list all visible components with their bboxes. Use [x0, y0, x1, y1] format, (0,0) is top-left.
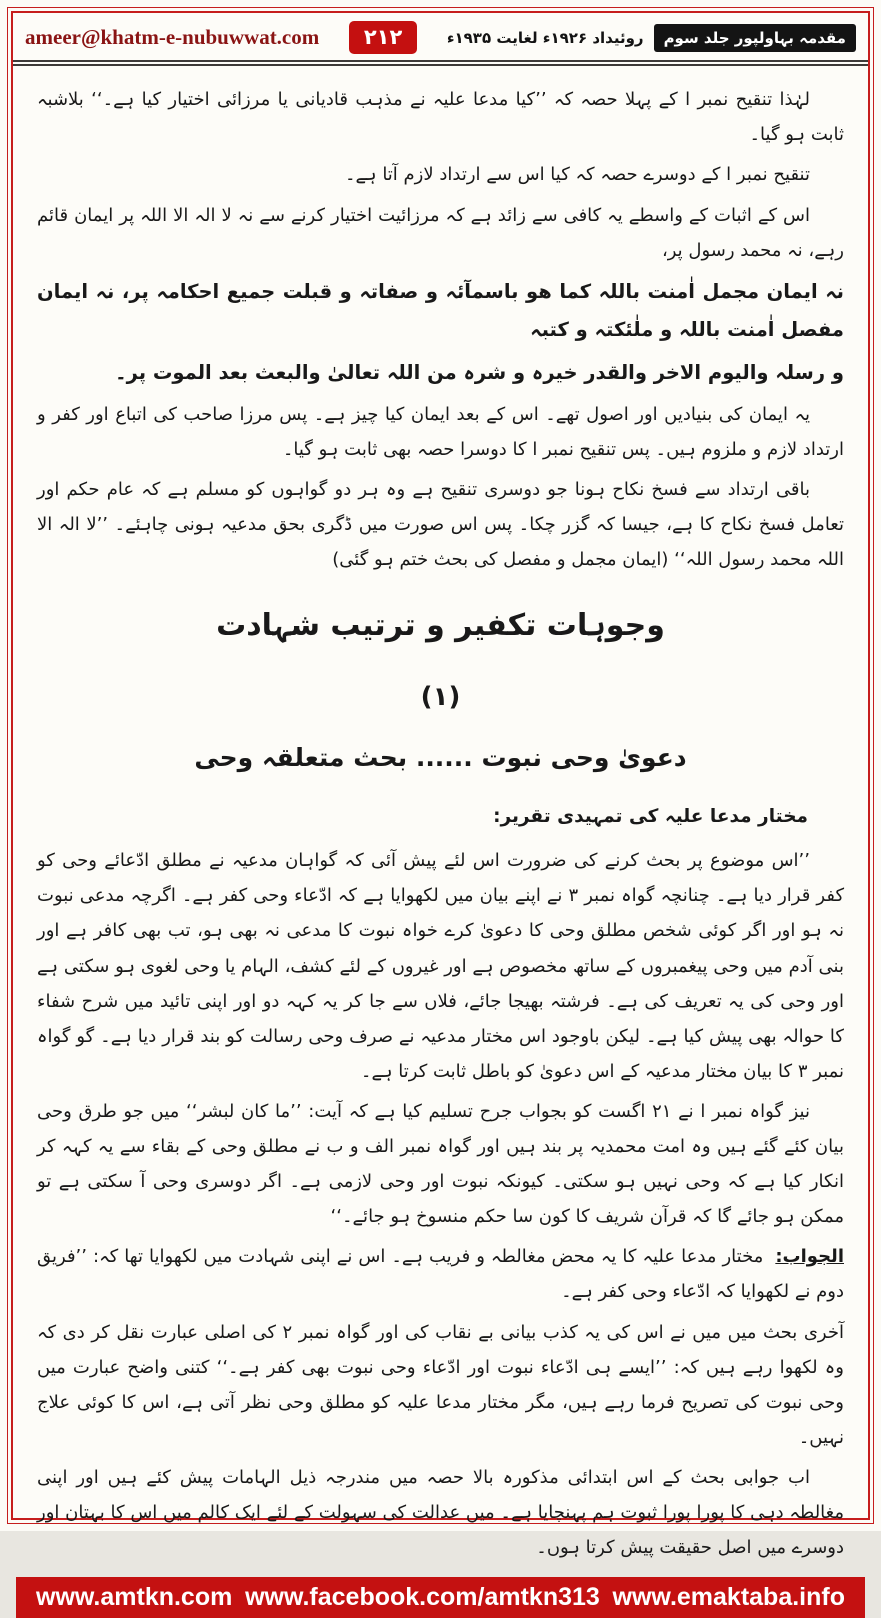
link-facebook[interactable]: www.facebook.com/amtkn313	[245, 1583, 600, 1612]
section-heading: وجوہات تکفیر و ترتیب شہادت	[216, 608, 665, 644]
subsection-heading: دعویٰ وحی نبوت ...... بحث متعلقہ وحی	[194, 743, 687, 773]
paragraph: باقی ارتداد سے فسخ نکاح ہونا جو دوسری تنقیح ہے وہ ہر دو گواہوں کو مسلم ہے کہ عام حکم اور تعامل فسخ نکاح کا ہے، جیسا کہ گزر چکا۔ پس اس صورت میں ڈگری بحق مدعیہ ہونی چاہئے۔ ’’لا الہ الا اللہ محمد رسول اللہ‘‘ (ایمان مجمل و مفصل کی بحث ختم ہو گئی)	[37, 479, 844, 571]
arabic-quotation: نہ ایمان مجمل اٰمنت باللہ کما ھو باسمآئہ و صفاتہ و قبلت جمیع احکامہ پر، نہ ایمان مفصل اٰمنت باللہ و ملٰئکتہ و کتبہ	[37, 279, 844, 341]
paragraph: ’’اس موضوع پر بحث کرنے کی ضرورت اس لئے پیش آئی کہ گواہان مدعیہ نے مطلق ادّعائے وحی کو کفر قرار دیا ہے۔ چنانچہ گواہ نمبر ۳ نے اپنے بیان میں لکھوایا ہے کہ ادّعاء وحی کفر ہے۔ اگرچہ مدعی نبوت نہ ہو اور اگر کوئی شخص مطلق وحی کا دعویٰ کرے خواہ نبوت کا مدعی نہ بھی ہو، تب بھی کافر ہے اور بنی آدم میں وحی پیغمبروں کے ساتھ مخصوص ہے اور غیروں کے لئے کشف، الہام یا وحی لغوی ہو سکتی ہے اور وحی کی یہ تعریف کی ہے۔ فرشتہ بھیجا جائے، فلاں سے جا کر یہ کہہ دو اور اپنی تائید میں شرح شفاء کا حوالہ بھی پیش کیا ہے۔ لیکن باوجود اس مختار مدعیہ نے صرف وحی رسالت کو بند قرار دیا ہے۔ گو گواہ نمبر ۳ کا بیان مختار مدعیہ کے اس دعویٰ کو باطل ثابت کرتا ہے۔	[37, 850, 845, 1082]
book-title-badge: مقدمہ بہاولپور جلد سوم	[654, 24, 856, 52]
header-right-group	[447, 24, 856, 52]
link-emaktaba[interactable]: www.emaktaba.info	[612, 1583, 845, 1612]
paragraph: یہ ایمان کی بنیادیں اور اصول تھے۔ اس کے بعد ایمان کیا چیز ہے۔ پس مرزا صاحب کی اتباع اور کفر و ارتداد لازم و ملزوم ہیں۔ پس تنقیح نمبر ا کا دوسرا حصہ بھی ثابت ہو گیا۔	[37, 403, 844, 460]
section-number: (۱)	[420, 681, 461, 712]
footer-links-bar	[16, 1577, 865, 1618]
speaker-label: مختار مدعا علیہ کی تمہیدی تقریر:	[493, 806, 808, 828]
link-amtkn[interactable]: www.amtkn.com	[36, 1583, 233, 1612]
record-range-text: روئیداد ۱۹۲۶ء لغایت ۱۹۳۵ء	[446, 28, 644, 47]
outer-border	[7, 7, 874, 1612]
paragraph: لہٰذا تنقیح نمبر ا کے پہلا حصہ کہ ’’کیا مدعا علیہ نے مذہب قادیانی یا مرزائی اختیار کیا ہے۔‘‘ بلاشبہ ثابت ہو گیا۔	[37, 89, 844, 146]
email-text: ameer@khatm-e-nubuwwat.com	[25, 25, 320, 50]
page-number-badge: ٢١٢	[349, 21, 417, 54]
answer-text: مختار مدعا علیہ کا یہ محض مغالطہ و فریب ہے۔ اس نے اپنی شہادت میں لکھوایا تھا کہ: ’’فریق دوم نے لکھوایا کہ ادّعاء وحی کفر ہے۔	[37, 1246, 844, 1303]
document-body	[13, 66, 868, 1574]
paragraph: اب جوابی بحث کے اس ابتدائی مذکورہ بالا حصہ میں مندرجہ ذیل الہامات پیش کئے ہیں اور اپنی مغالطہ دہی کا پورا پورا ثبوت ہم پہنچایا ہے۔ میں عدالت کی سہولت کے لئے ایک کالم میں اس کا بہتان اور دوسرے میں اصل حقیقت پیش کرتا ہوں۔	[37, 1466, 844, 1559]
inner-border	[11, 11, 870, 1612]
paragraph: تنقیح نمبر ا کے دوسرے حصہ کہ کیا اس سے ارتداد لازم آتا ہے۔	[344, 164, 810, 186]
answer-paragraph	[37, 1239, 844, 1309]
page-header	[13, 13, 868, 66]
answer-label: الجواب:	[775, 1246, 844, 1268]
paragraph: نیز گواہ نمبر ا نے ۲۱ اگست کو بجواب جرح تسلیم کیا ہے کہ آیت: ’’ما کان لبشر‘‘ میں جو طرق وحی بیان کئے گئے ہیں وہ امت محمدیہ پر بند ہیں اور گواہ نمبر الف و ب نے مطلق وحی کے بقاء سے یہ کہہ کر انکار کیا ہے کہ وحی نہیں ہو سکتی۔ کیونکہ نبوت اور وحی لازمی ہے۔ اگر دوسری وحی آ سکتی ہے تو ممکن ہو جائے گا کہ قرآن شریف کا کون سا حکم منسوخ ہو جائے۔‘‘	[37, 1100, 844, 1228]
paragraph: اس کے اثبات کے واسطے یہ کافی سے زائد ہے کہ مرزائیت اختیار کرنے سے نہ لا الہ الا اللہ پر ایمان قائم رہے، نہ محمد رسول پر،	[37, 204, 844, 261]
arabic-quotation: و رسلہ والیوم الاخر والقدر خیرہ و شرہ من اللہ تعالیٰ والبعث بعد الموت پر۔	[115, 360, 844, 384]
paragraph: آخری بحث میں میں نے اس کی یہ کذب بیانی بے نقاب کی اور گواہ نمبر ۲ کی اصلی عبارت نقل کر دی کہ وہ لکھوا رہے ہیں کہ: ’’ایسے ہی ادّعاء نبوت اور ادّعاء وحی نبوت بھی کفر ہے۔‘‘ کتنی واضح عبارت میں وحی نبوت کی تصریح فرما رہے ہیں، مگر مختار مدعا علیہ کو مطلق وحی نظر آتی ہے، اس کا کوئی علاج نہیں۔	[37, 1321, 844, 1448]
